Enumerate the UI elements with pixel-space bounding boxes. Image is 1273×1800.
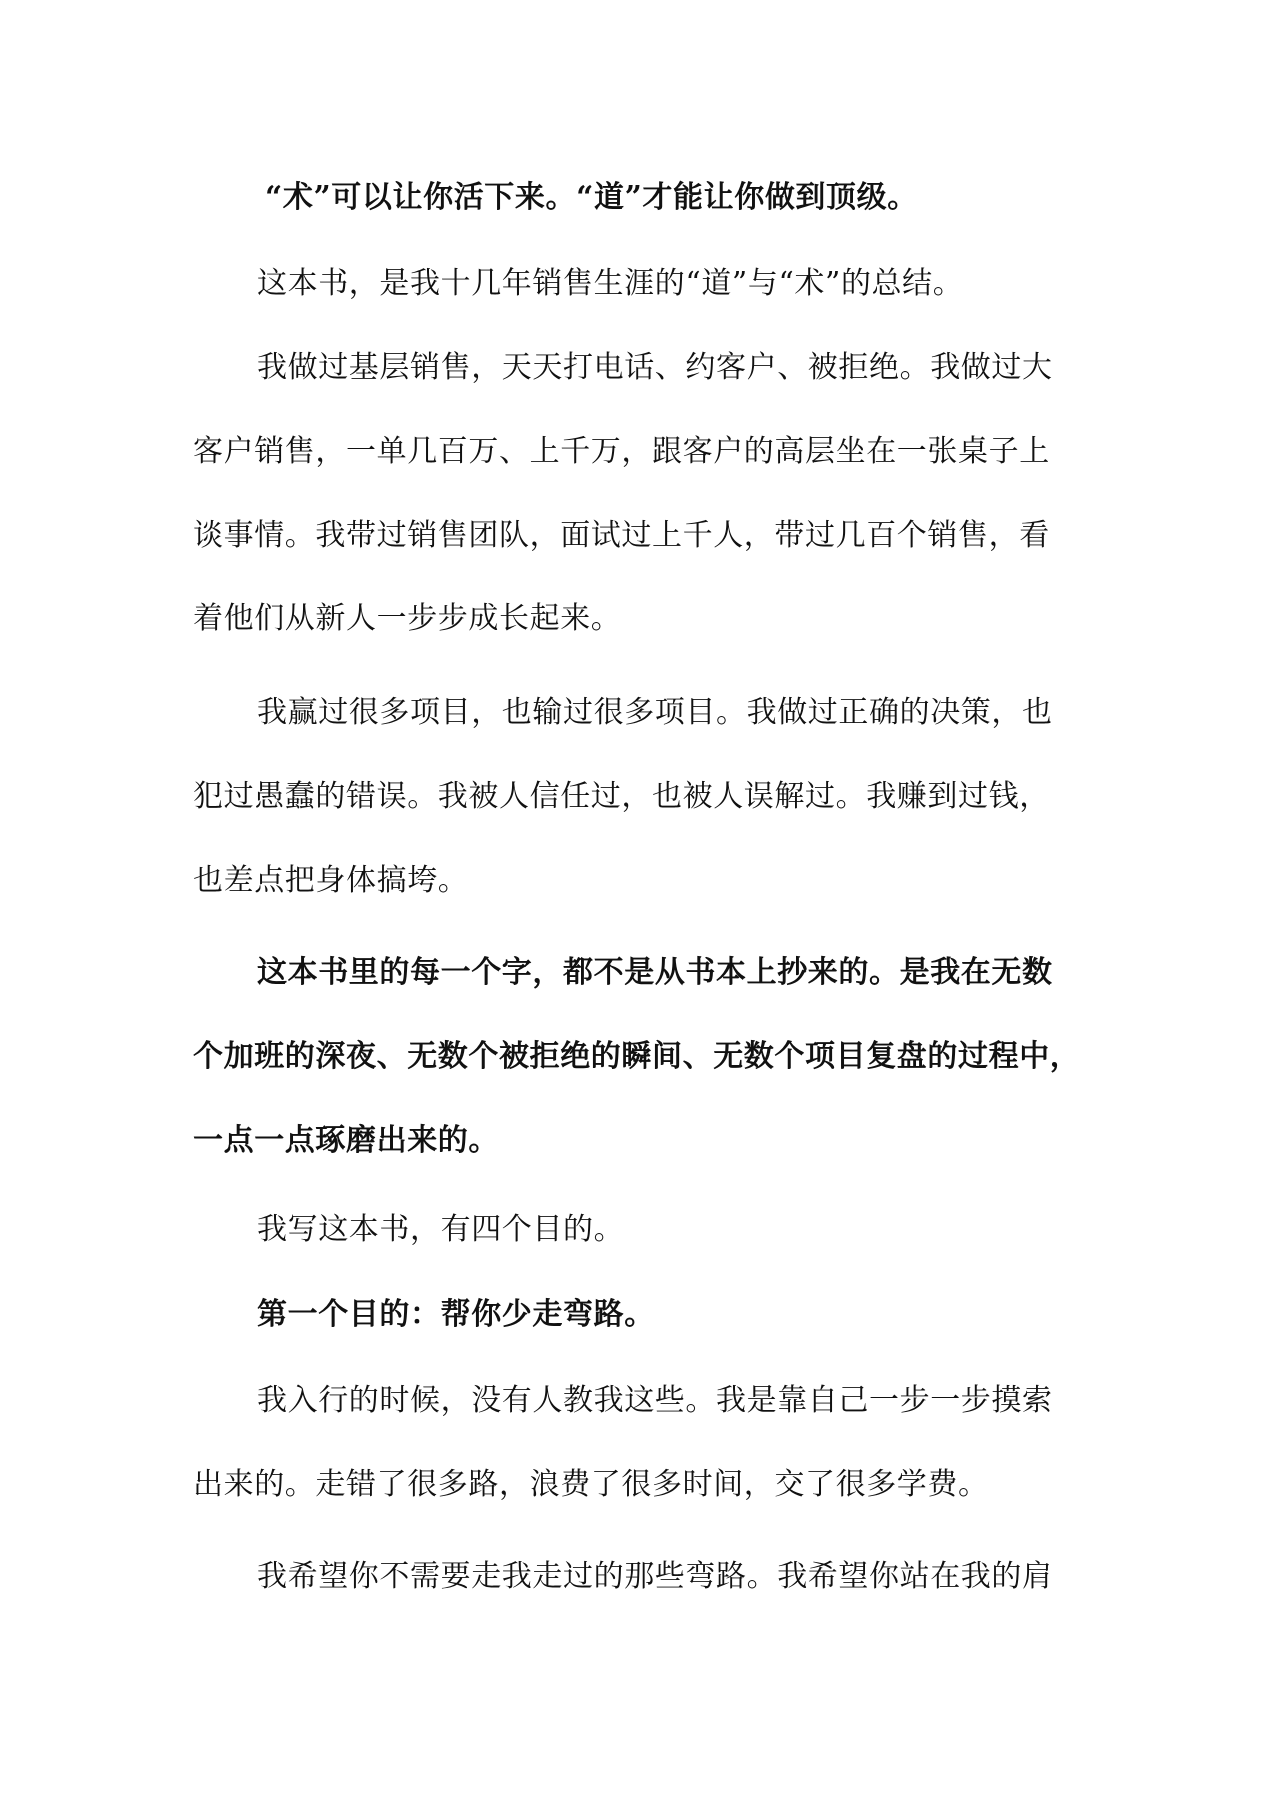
- paragraph-line-3: 我做过基层销售，天天打电话、约客户、被拒绝。我做过大: [257, 350, 1053, 385]
- paragraph-line-2: 这本书，是我十几年销售生涯的“道”与“术”的总结。: [257, 266, 964, 301]
- paragraph-line-9: 也差点把身体搞垮。: [193, 863, 469, 898]
- paragraph-line-17: 我希望你不需要走我走过的那些弯路。我希望你站在我的肩: [257, 1559, 1053, 1594]
- paragraph-line-7: 我赢过很多项目，也输过很多项目。我做过正确的决策，也: [257, 695, 1053, 730]
- paragraph-line-4: 客户销售，一单几百万、上千万，跟客户的高层坐在一张桌子上: [193, 434, 1050, 469]
- paragraph-line-5: 谈事情。我带过销售团队，面试过上千人，带过几百个销售，看: [193, 518, 1050, 553]
- section-heading: 第一个目的：帮你少走弯路。: [257, 1297, 655, 1332]
- paragraph-line-12: 一点一点琢磨出来的。: [193, 1123, 499, 1158]
- paragraph-line-6: 着他们从新人一步步成长起来。: [193, 601, 622, 636]
- paragraph-line-16: 出来的。走错了很多路，浪费了很多时间，交了很多学费。: [193, 1467, 989, 1502]
- paragraph-line-10: 这本书里的每一个字，都不是从书本上抄来的。是我在无数: [257, 955, 1053, 990]
- paragraph-line-1: “术”可以让你活下来。“道”才能让你做到顶级。: [265, 180, 918, 215]
- paragraph-line-15: 我入行的时候，没有人教我这些。我是靠自己一步一步摸索: [257, 1383, 1053, 1418]
- paragraph-line-13: 我写这本书，有四个目的。: [257, 1212, 625, 1247]
- paragraph-line-8: 犯过愚蠢的错误。我被人信任过，也被人误解过。我赚到过钱，: [193, 779, 1050, 814]
- paragraph-line-11: 个加班的深夜、无数个被拒绝的瞬间、无数个项目复盘的过程中，: [193, 1039, 1081, 1074]
